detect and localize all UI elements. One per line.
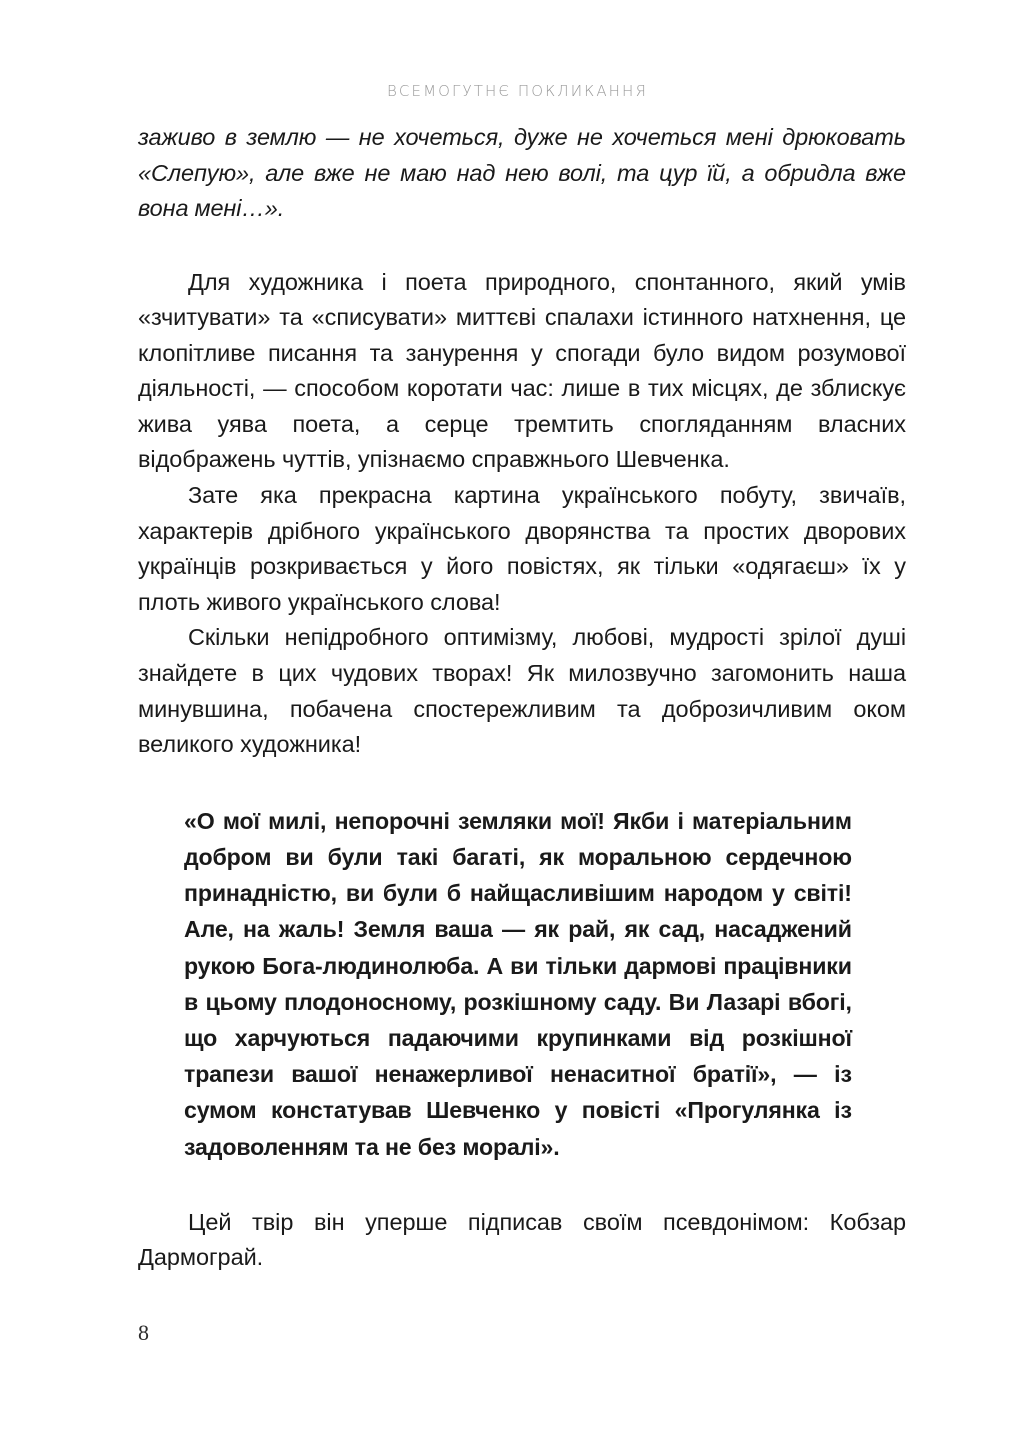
body-paragraph: Зате яка прекрасна картина українського побуту, звичаїв, характерів дрібного українського дворянства та простих дворових українців розкривається у його повістях, як тільки «одягаєш» їх у плоть живого українського слова! bbox=[138, 482, 906, 615]
body-paragraph: Для художника і поета природного, спонтанного, який умів «зчитувати» та «списувати» миттєві спалахи істинного натхнення, це клопітливе писання та занурення у спогади було видом розумової діяльності, — способом коротати час: лише в тих місцях, де зблискує жива уява поета, а серце тремтить спогляданням власних відображень чуттів, упізнаємо справжнього Шевченка. bbox=[138, 268, 906, 473]
closing-paragraphs bbox=[138, 1205, 906, 1276]
closing-paragraph: Цей твір він уперше підписав своїм псевдонімом: Кобзар Дармограй. bbox=[138, 1208, 906, 1271]
page-number: 8 bbox=[138, 1320, 149, 1345]
quoted-letter-continuation-paragraph: заживо в землю — не хочеться, дуже не хочеться мені дрюковать «Слепую», але вже не маю над нею волі, та цур їй, а обридла вже вона мені…». bbox=[138, 124, 906, 221]
blockquote: «О мої милі, непорочні земляки мої! Якби і матеріальним добром ви були такі багаті, як моральною сердечною принадністю, ви були б найщасливішим народом у світі! Але, на жаль! Земля ваша — як рай, як сад, насаджений рукою Бога-людинолюба. А ви тільки дармові працівники в цьому плодоносному, розкішному саду. Ви Лазарі вбогі, що харчуються падаючими крупинками від розкішної трапези вашої ненажерливої ненаситної братії», — із сумом констатував Шевченко у повісті «Прогулянка із задоволенням та не без моралі». bbox=[184, 807, 852, 1160]
body-paragraphs bbox=[138, 265, 906, 763]
text-column bbox=[138, 120, 906, 1276]
running-head: ВСЕМОГУТНЄ ПОКЛИКАННЯ bbox=[387, 82, 648, 100]
paragraph-spacer bbox=[138, 227, 906, 265]
blockquote-spacer bbox=[138, 1165, 906, 1205]
body-paragraph: Скільки непідробного оптимізму, любові, мудрості зрілої душі знайдете в цих чудових творах! Як милозвучно загомонить наша минувшина, побачена спостережливим та доброзичливим оком великого художника! bbox=[138, 624, 906, 758]
